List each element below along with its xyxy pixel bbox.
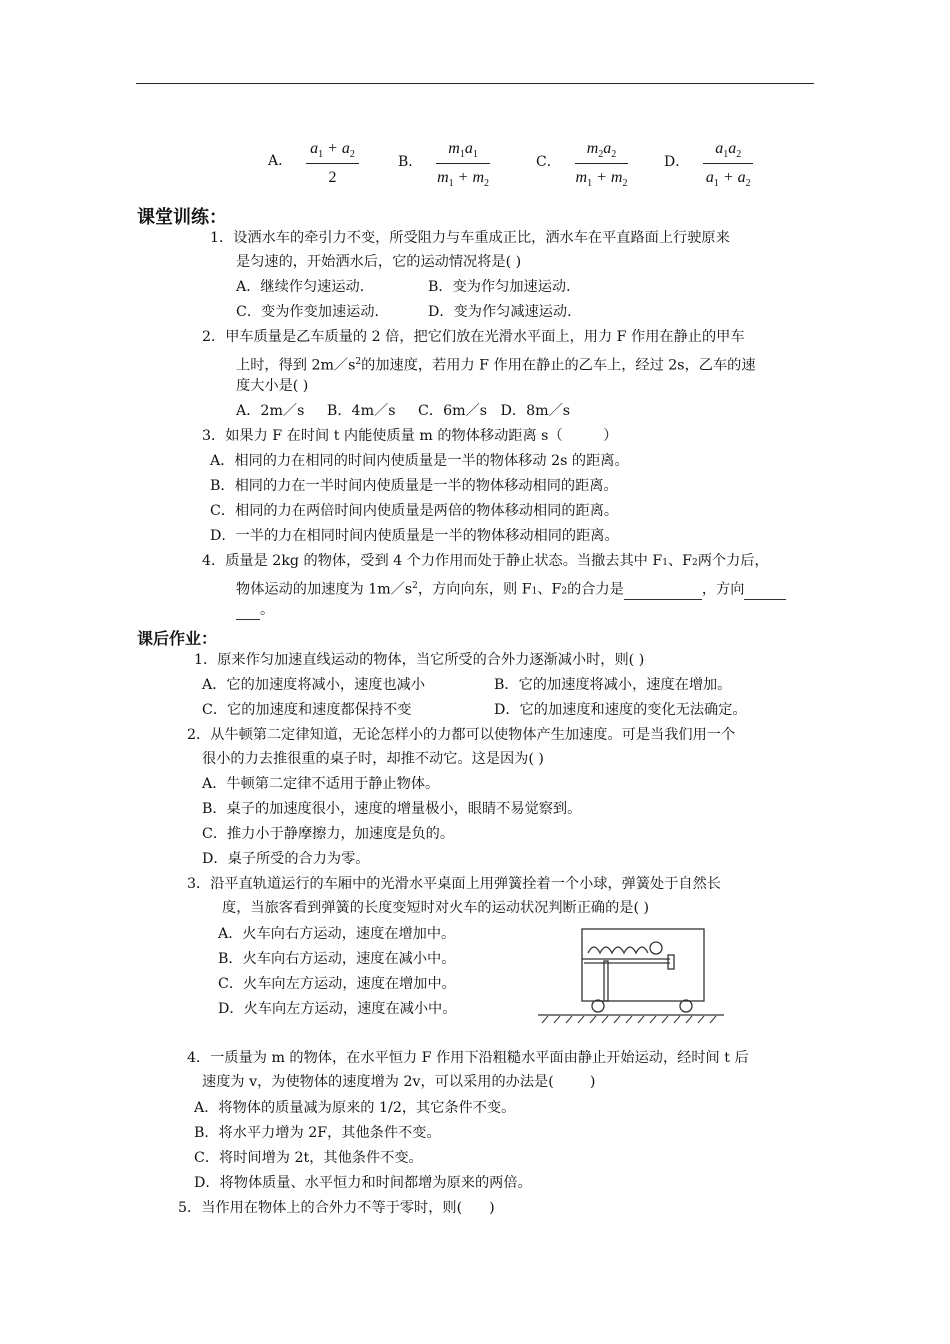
s2-q3-line1: 3．沿平直轨道运行的车厢中的光滑水平桌面上用弹簧拴着一个小球，弹簧处于自然长 xyxy=(187,876,721,892)
table-leg xyxy=(604,961,608,1001)
s2-q3-line2: 度，当旅客看到弹簧的长度变短时对火车的运动状况判断正确的是( ) xyxy=(222,900,650,916)
car-body xyxy=(582,929,704,1001)
choice-a-label: A． xyxy=(268,152,293,169)
spring xyxy=(588,947,648,953)
s1-q1-option-b: B．变为作匀加速运动． xyxy=(428,279,581,295)
s2-q2-option-d: D．桌子所受的合力为零。 xyxy=(202,851,370,867)
s2-q1-line1: 1．原来作匀加速直线运动的物体，当它所受的合外力逐渐减小时，则( ) xyxy=(194,652,645,668)
header-rule xyxy=(136,83,814,84)
s1-q4-line2: 物体运动的加速度为 $1m/s^2$，方向向东，则 F1、F2的合力是 ，方向 xyxy=(236,577,786,601)
s2-q2-line2: 很小的力去推很重的桌子时，却推不动它。这是因为( ) xyxy=(202,751,544,767)
s1-q2-line3: 度大小是( ) xyxy=(236,378,309,394)
s2-q1-option-b: B．它的加速度将减小，速度在增加。 xyxy=(494,677,732,693)
section-title-homework: 课后作业： xyxy=(137,629,218,648)
s2-q3-option-d: D．火车向左方运动，速度在减小中。 xyxy=(218,1001,457,1017)
s1-q1-option-a: A．继续作匀速运动． xyxy=(236,279,374,295)
s2-q3-option-b: B．火车向右方运动，速度在减小中。 xyxy=(218,951,456,967)
section-title-classroom: 课堂训练： xyxy=(137,207,227,228)
fraction-b: $\frac{m_1a_1}{m_1 + m_2}$ xyxy=(437,140,490,190)
fraction-c: $\frac{m_2a_2}{m_1 + m_2}$ xyxy=(575,140,628,190)
s1-q3-line1: 3．如果力 F 在时间 t 内能使质量 m 的物体移动距离 s（ ） xyxy=(202,428,618,444)
choice-d-label: D． xyxy=(664,153,690,170)
choice-b xyxy=(398,140,490,189)
s2-q3-option-a: A．火车向右方运动，速度在增加中。 xyxy=(218,926,456,942)
s1-q3-option-d: D．一半的力在相同时间内使质量是一半的物体移动相同的距离。 xyxy=(210,528,619,544)
s2-q2-option-b: B．桌子的加速度很小，速度的增量极小，眼睛不易觉察到。 xyxy=(202,801,582,817)
s2-q1-option-c: C．它的加速度和速度都保持不变 xyxy=(202,702,412,718)
choice-c-label: C． xyxy=(536,153,561,170)
ball xyxy=(650,942,662,954)
train-car-figure xyxy=(536,925,726,1025)
s2-q4-option-a: A．将物体的质量减为原来的 1/2，其它条件不变。 xyxy=(194,1100,516,1116)
ground-hatching xyxy=(542,1016,716,1023)
s2-q4-option-b: B．将水平力增为 2F，其他条件不变。 xyxy=(194,1125,441,1141)
s2-q4-option-c: C．将时间增为 2t，其他条件不变。 xyxy=(194,1150,423,1166)
choice-a xyxy=(268,140,359,187)
s2-q1-option-a: A．它的加速度将减小，速度也减小 xyxy=(202,677,426,693)
answer-blank-direction[interactable] xyxy=(744,581,786,600)
s2-q4-option-d: D．将物体质量、水平恒力和时间都增为原来的两倍。 xyxy=(194,1175,532,1191)
s2-q4-line1: 4．一质量为 m 的物体，在水平恒力 F 作用下沿粗糙水平面由静止开始运动，经时间 t 后 xyxy=(187,1050,749,1066)
wheel-left xyxy=(592,1000,604,1012)
s1-q2-line2: 上时，得到 $2m/s^2$的加速度，若用力 F 作用在静止的乙车上，经过 2s，乙车的速 xyxy=(236,357,756,374)
s1-q3-option-b: B．相同的力在一半时间内使质量是一半的物体移动相同的距离。 xyxy=(210,478,618,494)
s1-q1-option-c: C．变为作变加速运动． xyxy=(236,304,389,320)
s1-q3-option-a: A．相同的力在相同的时间内使质量是一半的物体移动 2s 的距离。 xyxy=(210,453,629,469)
answer-blank-force[interactable] xyxy=(624,581,702,600)
s1-q3-option-c: C．相同的力在两倍时间内使质量是两倍的物体移动相同的距离。 xyxy=(210,503,619,519)
s2-q2-line1: 2．从牛顿第二定律知道，无论怎样小的力都可以使物体产生加速度。可是当我们用一个 xyxy=(187,727,736,743)
fraction-a: $\frac{a_1 + a_2}{2}$ xyxy=(306,140,359,187)
choice-c xyxy=(536,140,628,189)
fraction-d: $\frac{a_1a_2}{a_1 + a_2}$ xyxy=(703,140,753,189)
s1-q2-options: A．2m／s B．4m／s C．6m／s D．8m／s xyxy=(236,403,571,419)
formula-choices xyxy=(0,140,950,190)
s2-q5-line1: 5．当作用在物体上的合外力不等于零时，则( ) xyxy=(178,1200,495,1216)
choice-b-label: B． xyxy=(398,153,423,170)
s2-q3-option-c: C．火车向左方运动，速度在增加中。 xyxy=(218,976,456,992)
s1-q1-line2: 是匀速的，开始洒水后，它的运动情况将是( ) xyxy=(236,254,522,270)
s1-q4-line1: 4．质量是 2kg 的物体，受到 4 个力作用而处于静止状态。当撤去其中 F1、F2两个力后， xyxy=(202,553,769,569)
s1-q1-line1: 1．设洒水车的牵引力不变，所受阻力与车重成正比，洒水车在平直路面上行驶原来 xyxy=(210,230,730,246)
s1-q2-line1: 2．甲车质量是乙车质量的 2 倍，把它们放在光滑水平面上，用力 F 作用在静止的甲车 xyxy=(202,329,745,345)
s1-q4-line3: 。 xyxy=(236,601,274,620)
choice-d xyxy=(664,140,753,189)
wheel-right xyxy=(680,1000,692,1012)
s2-q2-option-c: C．推力小于静摩擦力，加速度是负的。 xyxy=(202,826,455,842)
s2-q1-option-d: D．它的加速度和速度的变化无法确定。 xyxy=(494,702,747,718)
s2-q2-option-a: A．牛顿第二定律不适用于静止物体。 xyxy=(202,776,440,792)
s1-q1-option-d: D．变为作匀减速运动． xyxy=(428,304,582,320)
s2-q4-line2: 速度为 v，为使物体的速度增为 2v，可以采用的办法是( ) xyxy=(202,1074,596,1090)
